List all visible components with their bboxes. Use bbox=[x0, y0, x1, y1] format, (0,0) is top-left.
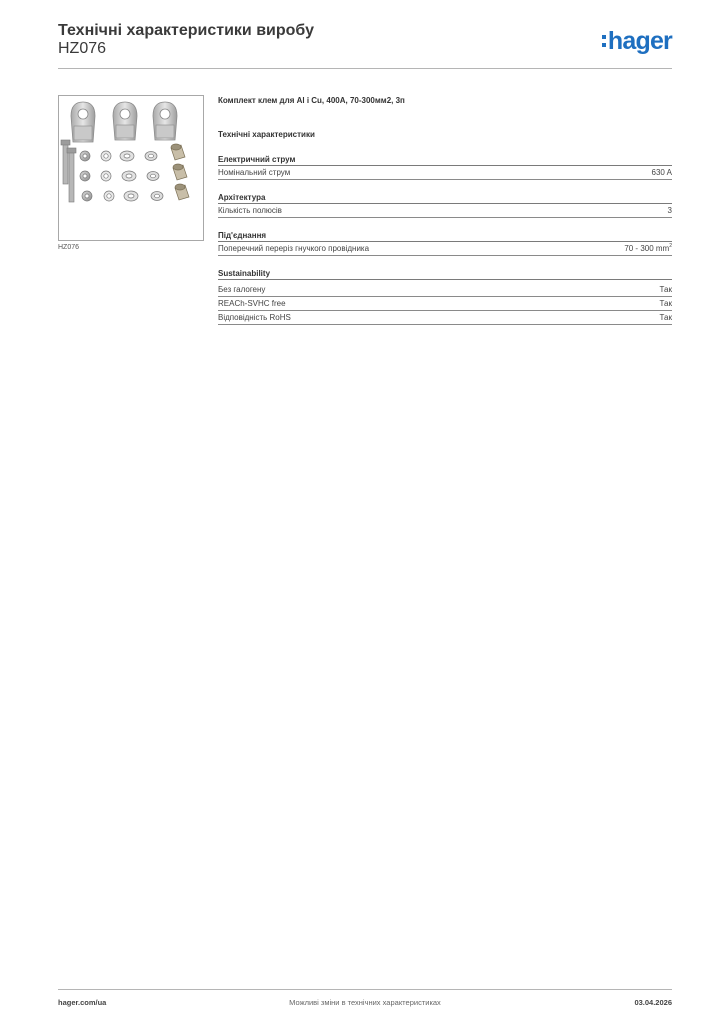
page-header bbox=[58, 20, 672, 70]
spec-group-connection bbox=[218, 230, 672, 256]
spec-row bbox=[218, 242, 672, 256]
spec-label: Відповідність RoHS bbox=[218, 313, 291, 322]
spec-group-architecture bbox=[218, 192, 672, 218]
product-description: Комплект клем для Al i Cu, 400A, 70-300мм2, 3п bbox=[218, 96, 405, 105]
logo-text: hager bbox=[607, 26, 672, 55]
spec-value: 3 bbox=[667, 206, 672, 215]
footer-divider bbox=[58, 989, 672, 990]
page-footer bbox=[58, 998, 672, 1010]
footer-date: 03.04.2026 bbox=[634, 998, 672, 1007]
spec-label: Номінальний струм bbox=[218, 168, 291, 177]
spec-value: Так bbox=[659, 285, 672, 294]
product-code: HZ076 bbox=[58, 40, 107, 57]
spec-label: Кількість полюсів bbox=[218, 206, 282, 215]
spec-group-electric-current bbox=[218, 154, 672, 180]
product-image bbox=[58, 95, 204, 241]
spec-value: Так bbox=[659, 313, 672, 322]
spec-row bbox=[218, 204, 672, 218]
spec-value: 70 - 300 mm bbox=[624, 244, 670, 253]
spec-value: Так bbox=[659, 299, 672, 308]
spec-value: 630 A bbox=[651, 168, 672, 177]
document-title: Технічні характеристики виробу bbox=[58, 22, 314, 39]
spec-group-title: Електричний струм bbox=[218, 154, 672, 166]
specs-heading: Технічні характеристики bbox=[218, 130, 315, 139]
spec-row bbox=[218, 311, 672, 325]
footer-website-link[interactable]: hager.com/ua bbox=[58, 998, 107, 1007]
spec-row bbox=[218, 283, 672, 297]
spec-group-title: Sustainability bbox=[218, 268, 672, 280]
hager-logo bbox=[602, 26, 672, 56]
spec-row bbox=[218, 297, 672, 311]
image-caption: HZ076 bbox=[58, 244, 80, 251]
spec-group-title: Архітектура bbox=[218, 192, 672, 204]
logo-dots-icon bbox=[602, 35, 606, 47]
header-divider bbox=[58, 68, 672, 69]
specifications-panel bbox=[218, 96, 672, 325]
spec-value-with-unit bbox=[624, 242, 672, 255]
unit-superscript: 2 bbox=[669, 243, 672, 249]
spec-label: REACh-SVHC free bbox=[218, 299, 286, 308]
spec-label: Без галогену bbox=[218, 285, 266, 294]
spec-group-sustainability bbox=[218, 268, 672, 325]
terminal-kit-illustration bbox=[59, 96, 203, 240]
footer-disclaimer: Можливі зміни в технічних характеристиках bbox=[289, 998, 441, 1007]
spec-label: Поперечний переріз гнучкого провідника bbox=[218, 244, 370, 253]
spec-row bbox=[218, 166, 672, 180]
spec-group-title: Під'єднання bbox=[218, 230, 672, 242]
